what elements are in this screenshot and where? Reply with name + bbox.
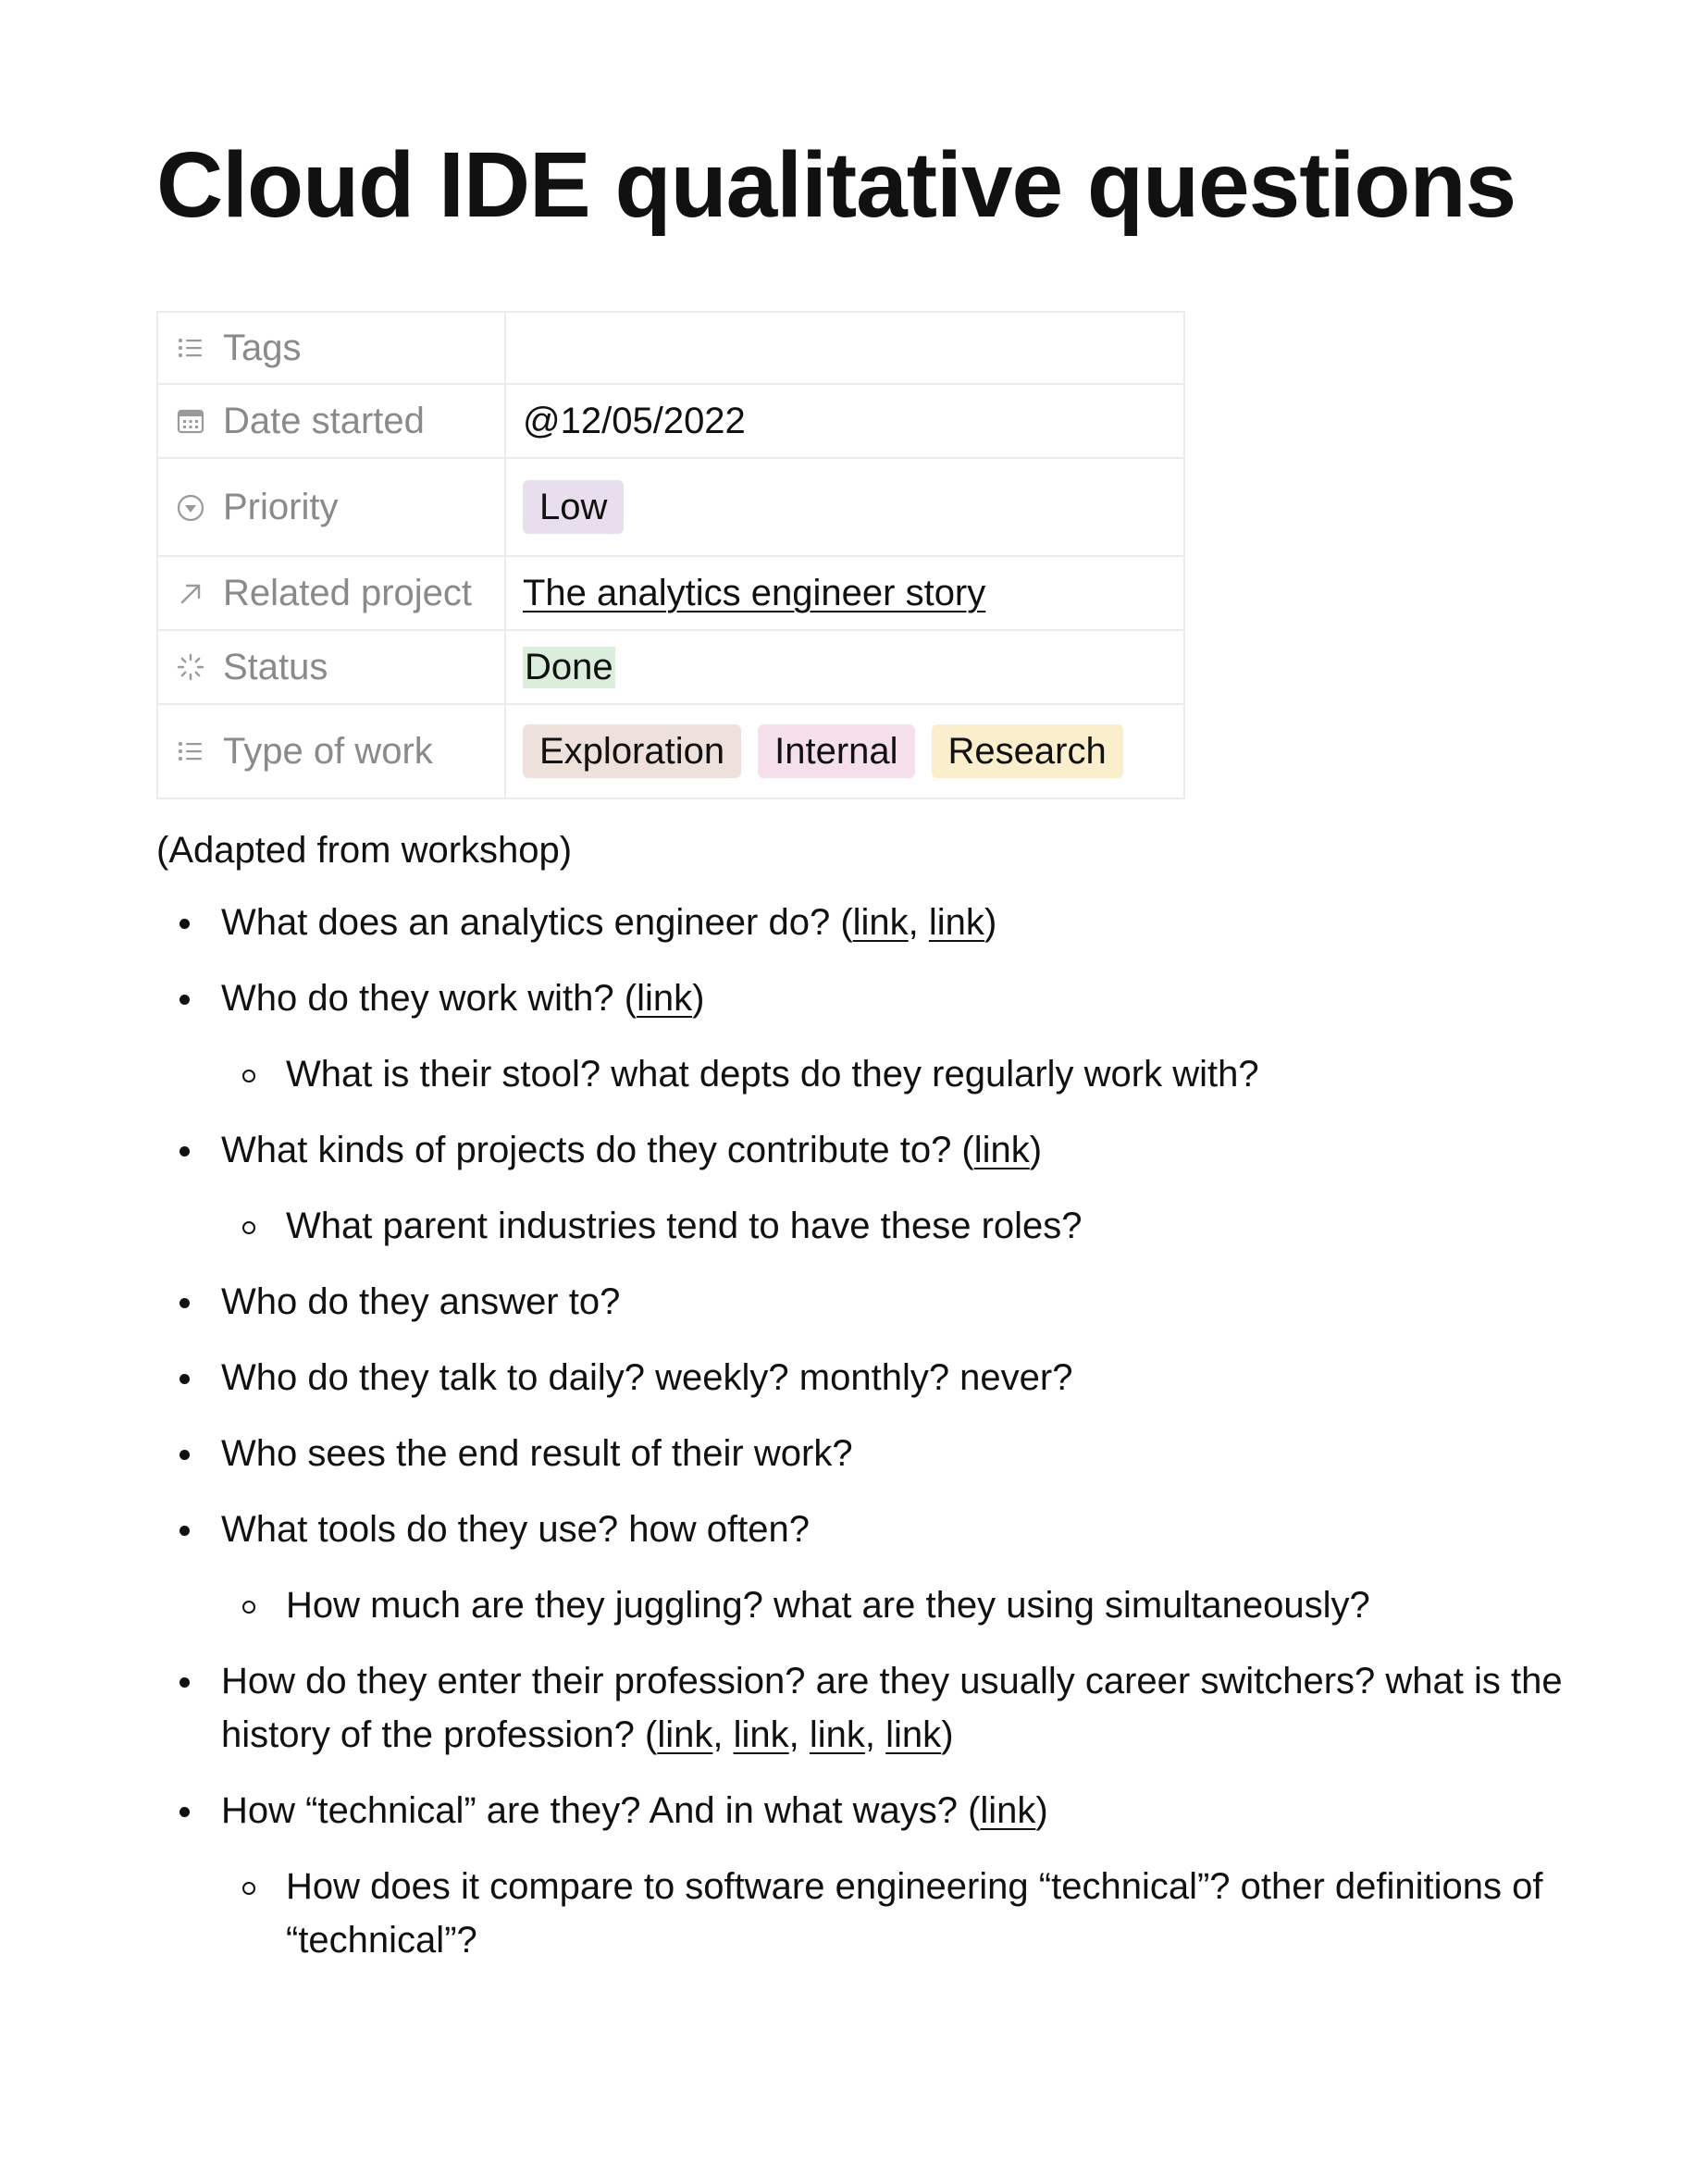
list-item — [156, 1427, 1581, 1480]
link[interactable]: link — [885, 1714, 942, 1755]
status-spinner-icon — [175, 651, 206, 683]
link[interactable]: link — [852, 902, 909, 943]
item-text: How much are they juggling? what are they using simultaneously? — [286, 1585, 1370, 1626]
item-text: How “technical” are they? And in what ways? ( — [221, 1790, 981, 1831]
list-item: How “technical” are they? And in what ways? (link) — [156, 1784, 1581, 1837]
list-item — [156, 1199, 1581, 1253]
property-label: Related project — [223, 572, 473, 613]
tag-pill-exploration[interactable]: Exploration — [523, 724, 741, 778]
item-text: How do they enter their profession? are they usually career switchers? what is the history of the profession? ( — [221, 1661, 1563, 1755]
item-text: What tools do they use? how often? — [221, 1509, 810, 1550]
priority-pill[interactable]: Low — [523, 480, 624, 534]
item-text: What does an analytics engineer do? ( — [221, 902, 853, 943]
list-item — [156, 1047, 1581, 1101]
item-text: What kinds of projects do they contribute to? ( — [221, 1130, 974, 1170]
property-label: Type of work — [223, 730, 433, 772]
property-key[interactable] — [157, 312, 505, 384]
property-key[interactable] — [157, 704, 505, 798]
property-row-type-of-work — [157, 704, 1184, 798]
property-key[interactable] — [157, 630, 505, 704]
item-text: How does it compare to software engineering “technical”? other definitions of “technical”? — [286, 1866, 1543, 1961]
list-item — [156, 1860, 1581, 1967]
property-label: Date started — [223, 400, 425, 441]
link[interactable]: link — [657, 1714, 713, 1755]
intro-text: (Adapted from workshop) — [156, 830, 573, 871]
properties-table — [156, 311, 1185, 799]
tag-pill-research[interactable]: Research — [932, 724, 1123, 778]
date-started-value[interactable]: @12/05/2022 — [505, 384, 1184, 458]
list-item — [156, 1503, 1581, 1556]
link[interactable]: link — [637, 978, 693, 1019]
property-row-date-started — [157, 384, 1184, 458]
question-list — [156, 896, 1581, 1989]
status-value[interactable] — [505, 630, 1184, 704]
property-label: Status — [223, 646, 328, 687]
link[interactable]: link — [928, 902, 984, 943]
calendar-icon — [175, 405, 206, 437]
link[interactable]: link — [809, 1714, 865, 1755]
list-item — [156, 1578, 1581, 1632]
list-item: What does an analytics engineer do? (link, link) — [156, 896, 1581, 949]
related-project-value[interactable] — [505, 556, 1184, 630]
type-of-work-value[interactable] — [505, 704, 1184, 798]
link[interactable]: link — [980, 1790, 1036, 1831]
property-key[interactable] — [157, 556, 505, 630]
related-project-link[interactable]: The analytics engineer story — [523, 572, 986, 613]
page-title: Cloud IDE qualitative questions — [156, 133, 1516, 237]
tags-value[interactable] — [505, 312, 1184, 384]
item-text: What parent industries tend to have these roles? — [286, 1206, 1083, 1246]
tag-pill-internal[interactable]: Internal — [758, 724, 914, 778]
item-text: Who do they answer to? — [221, 1281, 621, 1322]
list-item — [156, 1275, 1581, 1329]
property-label: Tags — [223, 327, 302, 368]
list-item: How do they enter their profession? are they usually career switchers? what is the history of the profession? (link, link, link, link) — [156, 1654, 1581, 1762]
list-item: What kinds of projects do they contribute to? (link) — [156, 1123, 1581, 1177]
link[interactable]: link — [733, 1714, 789, 1755]
item-text: Who do they work with? ( — [221, 978, 637, 1019]
property-label: Priority — [223, 486, 339, 527]
property-key[interactable] — [157, 384, 505, 458]
property-row-related-project — [157, 556, 1184, 630]
property-key[interactable] — [157, 458, 505, 556]
property-row-tags — [157, 312, 1184, 384]
arrow-up-right-icon — [175, 577, 206, 609]
list-icon — [175, 332, 206, 364]
list-item: Who do they work with? (link) — [156, 971, 1581, 1025]
link[interactable]: link — [973, 1130, 1030, 1170]
property-row-priority — [157, 458, 1184, 556]
list-item — [156, 1351, 1581, 1404]
status-badge[interactable]: Done — [525, 646, 613, 687]
list-icon — [175, 736, 206, 767]
item-text: What is their stool? what depts do they regularly work with? — [286, 1054, 1259, 1095]
property-row-status — [157, 630, 1184, 704]
item-text: Who do they talk to daily? weekly? monthly? never? — [221, 1357, 1073, 1398]
priority-value[interactable] — [505, 458, 1184, 556]
select-circle-icon — [175, 491, 206, 523]
item-text: Who sees the end result of their work? — [221, 1433, 853, 1474]
